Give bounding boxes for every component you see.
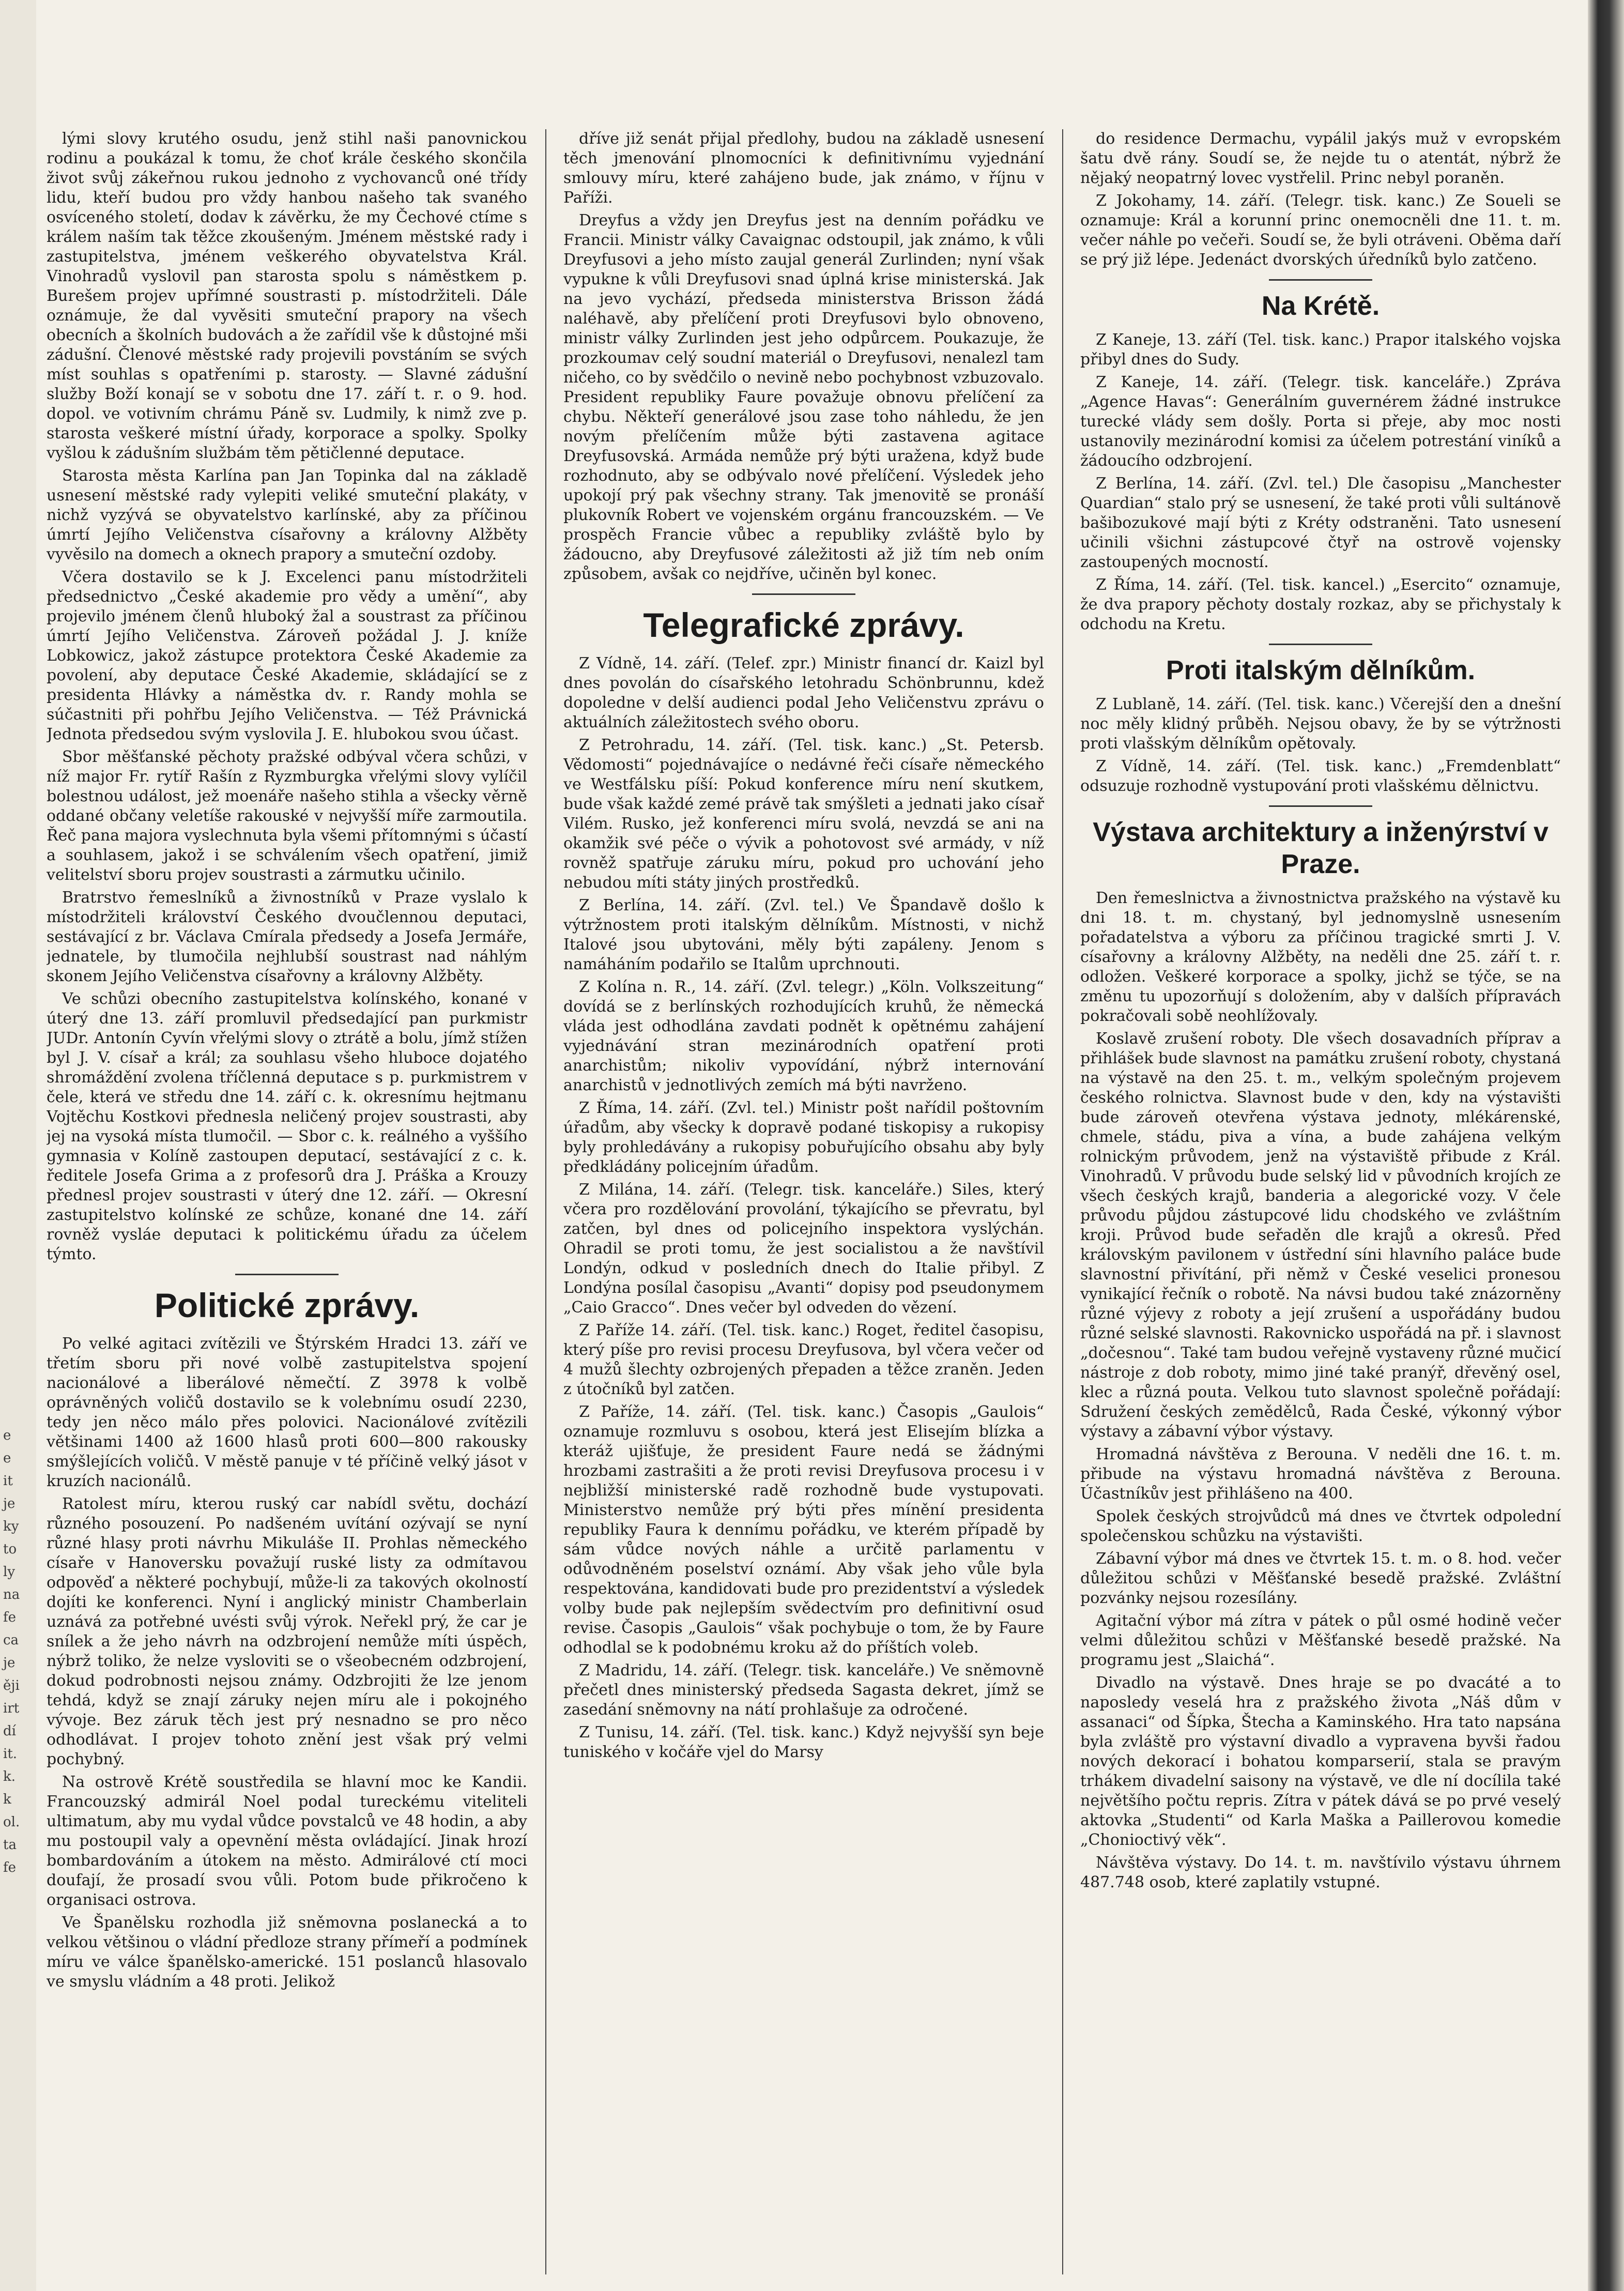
column-right <box>1080 129 1561 2274</box>
article-paragraph: Z Kaneje, 14. září. (Telegr. tisk. kanceláře.) Zpráva „Agence Havas“: Generálním guvernérem žádné instrukce turecké vlády sem došly. Porta si přeje, aby moc nosti ustanovily mezinárodní komisi za účelem potrestání viníků a žádoucího odzbrojení. <box>1080 373 1561 470</box>
article-paragraph: Dreyfus a vždy jen Dreyfus jest na denním pořádku ve Francii. Ministr války Cavaignac odstoupil, jak známo, k vůli Dreyfusovi a jeho místo zaujal generál Zurlinden; nyní však vypukne k vůli Dreyfusovi snad úplná krise ministerská. Jak na jevo vychází, předseda ministerstva Brisson žádá naléhavě, aby přelíčení proti Dreyfusovi bylo obnoveno, ministr války Zurlinden jest jeho odpůrcem. Poukazuje, že prozkoumav celý soudní materiál o Dreyfusovi, nenalezl tam ničeho, co by svědčilo o nevině nebo pochybnost vzbuzovalo. President republiky Faure považuje obnovu přelíčení za chybu. Někteří generálové jsou zase toho náhledu, že jen novým přelíčením může býti zastavena agitace Dreyfusovská. Armáda nemůže prý býti uražena, když bude rozhodnuto, aby se odbývalo nové přelíčení. Výsledek jeho upokojí prý pak všechny strany. Tak jmenovitě se pronáší plukovník Robert ve vojenském orgánu francouzském. — Ve prospěch Francie vůbec a republiky zvláště bylo by žádoucno, aby Dreyfusové záležitosti až již tím neb oním způsobem, avšak co nejdříve, učiněn byl konec. <box>563 211 1044 583</box>
section-heading-telegraph-news: Telegrafické zprávy. <box>643 606 964 644</box>
column-rule <box>1062 129 1063 2274</box>
column-rule <box>545 129 546 2274</box>
article-paragraph: Z Petrohradu, 14. září. (Tel. tisk. kanc.) „St. Petersb. Vědomosti“ pojednávajíce o nedávné řeči císaře německého ve Westfálsku píší: Pokud konference míru není skutkem, bude však každé zemé právě tak smýšleti a jednati jako císař Vilém. Rusko, jež konferenci míru svolá, nevzdá se ani na okamžik své péče o vývik a pohotovost své armády, v níž rovněž spatřuje záruku míru, pokud pro uchování jeho nebudou míti státy jiných prostředků. <box>563 736 1044 892</box>
article-paragraph: Z Berlína, 14. září. (Zvl. tel.) Ve Špandavě došlo k výtržnostem proti italským dělníkům. Místnosti, v nichž Italové jsou ubytováni, měly býti zapáleny. Jenom s namáháním podařilo se Italům uprchnouti. <box>563 896 1044 973</box>
gutter-fragment: k. <box>3 1769 16 1784</box>
article-paragraph: Z Paříže, 14. září. (Tel. tisk. kanc.) Časopis „Gaulois“ oznamuje rozmluvu s osobou, která jest Elisejím blízka a kteráž ujišťuje, že president Faure nedá se žádnými hrozbami zastrašiti a že proti revisi Dreyfusova procesu i v nejbližší ministerské radě rozhodně bude vystupovati. Ministerstvo nemůže prý býti přes mínění presidenta republiky Faura k dennímu pořádku, ve kterém případě by sám vůdce nových náhle a určitě parlamentu v odůvodněném poselství oznámí. Aby však jeho vůle byla respektována, kandidovati bude pro prezidentství a výsledek volby bude pak nejlepším svědectvím pro definitivní osud revise. Časopis „Gaulois“ však pochybuje o tom, že by Faure odhodlal se k podobnému kroku až do příštích voleb. <box>563 1403 1044 1657</box>
binding-shadow <box>1588 0 1624 2291</box>
gutter-fragment: ěji <box>3 1678 20 1693</box>
section-divider <box>1269 644 1372 645</box>
article-paragraph: Z Kolína n. R., 14. září. (Zvl. telegr.) „Köln. Volkszeitung“ dovídá se z berlínských rozhodujících kruhů, že německá vláda jest odhodlána zavdati podnět k opětnému zahájení vyjednávání stran mezinárodních opatření proti anarchistům; nikoliv vypovídání, nýbrž internování anarchistů v jednotlivých zemích má býti navrženo. <box>563 978 1044 1094</box>
article-paragraph: Z Vídně, 14. září. (Tel. tisk. kanc.) „Fremdenblatt“ odsuzuje rozhodně vystupování proti vlašskému dělnictvu. <box>1080 757 1561 795</box>
gutter-fragment: ca <box>3 1632 19 1648</box>
article-paragraph: Z Milána, 14. září. (Telegr. tisk. kanceláře.) Siles, který včera pro rozdělování provolání, týkajícího se převratu, byl zatčen, byl dnes od policejního inspektora vyslýchán. Ohradil se proti tomu, že jest socialistou a že navštívil Londýn, odkud v posledních dnech do Italie přibyl. Z Londýna posílal časopisu „Avanti“ dopisy pod pseudonymem „Caio Gracco“. Dnes večer byl odveden do vězení. <box>563 1181 1044 1317</box>
article-paragraph: Zábavní výbor má dnes ve čtvrtek 15. t. m. o 8. hod. večer důležitou schůzi v Měšťanské besedě pražské. Zvláštní pozvánky nejsou rozesílány. <box>1080 1550 1561 1607</box>
section-divider <box>752 593 855 595</box>
gutter-fragment: fe <box>3 1610 17 1625</box>
article-paragraph: Z Madridu, 14. září. (Telegr. tisk. kanceláře.) Ve sněmovně přečetl dnes ministerský předseda Sagasta dekret, jímž se zasedání sněmovny na nátí prohlašuje za odročené. <box>563 1661 1044 1719</box>
article-paragraph: Z Paříže 14. září. (Tel. tisk. kanc.) Roget, ředitel časopisu, který píše pro revisi procesu Dreyfusova, byl včera večer od 4 mužů šlechty ozbrojených přepaden a těžce zraněn. Jeden z útočníků byl zatčen. <box>563 1321 1044 1398</box>
article-paragraph: Z Jokohamy, 14. září. (Telegr. tisk. kanc.) Ze Soueli se oznamuje: Král a korunní princ onemocněli dne 11. t. m. večer náhle po večeři. Soudí se, že byli otráveni. Oběma daří se prý již lépe. Jedenáct dvorských úředníků bylo zatčeno. <box>1080 192 1561 269</box>
gutter-fragment: to <box>3 1541 17 1557</box>
article-paragraph: Ve schůzi obecního zastupitelstva kolínského, konané v úterý dne 13. září promluvil předsedající pan purkmistr JUDr. Antonín Cyvín vřelými slovy o ztrátě a bolu, jímž stížen byl J. V. císař a král; za souhlasu všeho hluboce dojatého shromáždění zvolena tříčlenná deputace s p. purkmistrem v čele, která ve středu dne 14. září c. k. okresnímu hejtmanu Vojtěchu Kostkovi přednesla neličený projev soustrasti, aby jej na vysoká místa tlumočil. — Sbor c. k. reálného a vyššího gymnasia v Kolíně zastoupen deputací, sestávající z c. k. ředitele Josefa Grima a z profesorů dra J. Práška a Krouzy přednesl projev soustrasti v úterý dne 12. září. — Okresní zastupitelstvo kolínské ze schůze, konané dne 14. září rovněž vysláe deputaci k politickému úřadu za účelem týmto. <box>47 990 527 1263</box>
column-left <box>47 129 527 2274</box>
article-paragraph: Hromadná návštěva z Berouna. V neděli dne 16. t. m. přibude na výstavu hromadná návštěva z Berouna. Účastníkův jest přihlášeno na 400. <box>1080 1445 1561 1503</box>
gutter-fragment: dí <box>3 1723 16 1739</box>
gutter-fragment: fe <box>3 1860 17 1875</box>
article-paragraph: Z Vídně, 14. září. (Telef. zpr.) Ministr financí dr. Kaizl byl dnes povolán do císařského letohradu Schönbrunnu, kdež dopoledne v delší audienci podal Jeho Veličenstvu zprávu o aktuálních záležitostech svého oboru. <box>563 654 1044 731</box>
gutter-fragment: na <box>3 1587 20 1602</box>
article-paragraph: dříve již senát přijal předlohy, budou na základě usnesení těch jmenování plnomocníci k definitivnímu vyjednání smlouvy míru, které zahájeno bude, jak známo, v říjnu v Paříži. <box>563 130 1044 207</box>
gutter-fragment: ly <box>3 1564 16 1580</box>
gutter-fragment: irt <box>3 1701 20 1716</box>
article-paragraph: Agitační výbor má zítra v pátek o půl osmé hodině večer velmi důležitou schůzi v Měšťanské besedě pražské. Na programu jest „Slaichá“. <box>1080 1612 1561 1669</box>
article-paragraph: Na ostrově Krétě soustředila se hlavní moc ke Kandii. Francouzský admirál Noel podal tureckému viteliteli ultimatum, aby mu vydal vůdce povstalců ve 48 hodin, a aby mu postoupil valy a opevnění města ovládající. Jinak hrozí bombardováním a útokem na město. Admirálové ctí moci doufají, že prosadí svou vůli. Potom bude přikročeno k organisaci ostrova. <box>47 1773 527 1909</box>
article-paragraph: Z Tunisu, 14. září. (Tel. tisk. kanc.) Když nejvyšší syn beje tuniského v kočáře vjel do Marsy <box>563 1723 1044 1761</box>
section-heading-italian-workers: Proti italským dělníkům. <box>1166 655 1476 685</box>
article-paragraph: Spolek českých strojvůdců má dnes ve čtvrtek odpolední společenskou schůzku na výstavišti. <box>1080 1507 1561 1545</box>
gutter-fragment: it. <box>3 1746 18 1762</box>
section-heading-crete: Na Krétě. <box>1261 291 1380 321</box>
article-paragraph: Ve Španělsku rozhodla již sněmovna poslanecká a to velkou většinou o vládní předloze strany přímeří a podmínek míru ve válce španělsko-americké. 151 poslanců hlasovalo ve smyslu vládním a 48 proti. Jelikož <box>47 1914 527 1991</box>
article-paragraph: Divadlo na výstavě. Dnes hraje se po dvacáté a to naposledy veselá hra z pražského života „Náš dům v assanaci“ od Šípka, Štecha a Kaminského. Hra tato napsána byla zvláště pro výstavní divadlo a vypravena byvši řadou nových dekorací i bohatou komparserií, stala se pravým trhákem divadelní saisony na výstavě, ve dle ní docílila také největšího počtu repris. Zítra v pátek dává se po prvé veselý aktovka „Studenti“ od Karla Maška a Paillerovou komedie „Chonioctivý věk“. <box>1080 1674 1561 1849</box>
article-paragraph: Z Kaneje, 13. září (Tel. tisk. kanc.) Prapor italského vojska přibyl dnes do Sudy. <box>1080 331 1561 369</box>
article-paragraph: Z Říma, 14. září. (Zvl. tel.) Ministr pošt nařídil poštovním úřadům, aby všecky k dopravě podané tiskopisy a rukopisy byly prohledávány a rukopisy pobuřujícího obsahu aby byly předkládány policejním úřadům. <box>563 1099 1044 1176</box>
gutter-fragment: k <box>3 1792 11 1807</box>
page-edge-left <box>0 0 36 2291</box>
article-paragraph: Návštěva výstavy. Do 14. t. m. navštívilo výstavu úhrnem 487.748 osob, které zaplatily vstupné. <box>1080 1854 1561 1891</box>
gutter-fragment: e <box>3 1428 11 1443</box>
article-paragraph: Koslavě zrušení roboty. Dle všech dosavadních příprav a přihlášek bude slavnost na památku zrušení roboty, chystaná na výstavě na den 25. t. m., velkým společným projevem českého rolnictva. Slavnost bude v den, kdy na výstavišti bude zároveň otevřena výstava jednoty, mlékárenské, chmele, stádu, piva a vína, a bude zahájena velkým rolnickým průvodem, jenž na výstaviště přibude z Král. Vinohradů. V průvodu bude selský lid v původních krojích ze všech českých krajů, banderia a alegorické vozy. V čele průvodu půjdou zástupcové lidu chodského ve zvláštním kroji. Průvod bude seřaděn dle krajů a okresů. Před královským pavilonem v ústřední síni hlavního paláce bude slavnostní přivítání, při němž v České veselici pronesou vynikající řečník o robotě. Na návsi budou také znázorněny různé výjevy z roboty a její zrušení a uspořádány budou různé selské slavnosti. Rakovnicko uspořádá na př. i slavnost „dočesnou“. Také tam budou veřejně vystaveny různé mučicí nástroje z dob roboty, mimo jiné také pranýř, dřevěný osel, klec a různá pouta. Velkou tuto slavnost společně pořádají: Sdružení českých zemědělců, Rada České, výkonný výbor výstavy a zábavní výbor výstavy. <box>1080 1030 1561 1441</box>
gutter-fragment: e <box>3 1450 11 1466</box>
gutter-fragment: ol. <box>3 1814 20 1830</box>
article-paragraph: Po velké agitaci zvítězili ve Štýrském Hradci 13. září ve třetím sboru při nové volbě zastupitelstva spojení nacionálové a liberálové němečtí. Z 3978 k volbě oprávněných voličů dostavilo se k volebnímu osudí 2230, tedy jen něco málo přes polovici. Nacionálové zvítězili většinami 1400 až 1600 hlasů proti 600—800 rakousky smýšlejících voličů. V městě panuje v té příčině velký jásot v kruzích nacionálů. <box>47 1335 527 1490</box>
article-paragraph: Z Lublaně, 14. září. (Tel. tisk. kanc.) Včerejší den a dnešní noc měly klidný průběh. Nejsou obavy, že by se výtržnosti proti vlašským dělníkům opětovaly. <box>1080 695 1561 753</box>
section-heading-political-news: Politické zprávy. <box>154 1286 420 1324</box>
article-paragraph: Sbor měšťanské pěchoty pražské odbýval včera schůzi, v níž major Fr. rytíř Rašín z Ryzmburgka vřelými slovy vylíčil bolestnou událost, jež moenáře našeho stihla a všecky věrně oddané občany veletíše rakouské v nejvyšší míře zarmoutila. Řeč pana majora vyslechnuta byla všemi přítomnými s účastí a souhlasem, jakož i se schválením všech opatření, jimiž velitelství sboru projev soustrasti a zármutku učinilo. <box>47 748 527 884</box>
gutter-fragment: ky <box>3 1519 19 1534</box>
newspaper-page <box>47 129 1576 2274</box>
article-paragraph: Bratrstvo řemeslníků a živnostníků v Praze vyslalo k místodržiteli království Českého dvoučlennou deputaci, sestávající z br. Václava Cmírala předsedy a Josefa Jermáře, jednatele, by tlumočila nejhlubší soustrast nad náhlým skonem Jejího Veličenstva císařovny a královny Alžběty. <box>47 889 527 985</box>
section-divider <box>1269 805 1372 807</box>
article-paragraph: Den řemeslnictva a živnostnictva pražského na výstavě ku dni 18. t. m. chystaný, byl jednomyslně usnesením pořadatelstva a výboru za příčinou tragické smrti J. V. císařovny a královny Alžběty, na neděli dne 25. září t. r. odložen. Veškeré korporace a spolky, jichž se týče, se na změnu tu upozorňují s doložením, aby v dalších přípravách pokračovali sobě neohlížovaly. <box>1080 889 1561 1025</box>
article-paragraph: Z Říma, 14. září. (Tel. tisk. kancel.) „Esercito“ oznamuje, že dva prapory pěchoty dostaly rozkaz, aby se přichystaly k odchodu na Kretu. <box>1080 576 1561 633</box>
gutter-fragment: je <box>3 1496 16 1511</box>
article-paragraph: Starosta města Karlína pan Jan Topinka dal na základě usnesení městské rady vylepiti veliké smuteční plakáty, v nichž vyzývá se obyvatelstvo karlínské, aby za příčinou úmrtí Jejího Veličenstva císařovny a královny Alžběty vyvěsilo na domech a oknech prapory a smuteční ozdoby. <box>47 467 527 563</box>
gutter-fragment: it <box>3 1473 13 1489</box>
article-paragraph: Včera dostavilo se k J. Excelenci panu místodržiteli předsednictvo „České akademie pro vědy a umění“, aby projevilo jménem členů hluboký žal a soustrast za příčinou úmrtí Jejího Veličenstva. Zároveň požádal J. J. kníže Lobkowicz, jakož zástupce protektora České Akademie za povolení, aby deputace České Akademie, skládající se z presidenta Hlávky a náměstka dv. r. Randy mohla se súčastniti při pohřbu Jejího Veličenstva. — Též Právnická Jednota předsedou svým vyslovila J. E. hlubokou svou účast. <box>47 568 527 743</box>
gutter-fragment: je <box>3 1655 16 1671</box>
section-heading-exhibition: Výstava architektury a inženýrství v Praze. <box>1093 817 1549 879</box>
gutter-fragment: ta <box>3 1837 17 1853</box>
article-paragraph: Ratolest míru, kterou ruský car nabídl světu, dochází různého posouzení. Po nadšeném uvítání ozývají se nyní různé hlasy proti návrhu Mikuláše II. Prohlas německého císaře v Hanoversku považují ruské listy za odmítavou odpověď a některé pochybují, může-li za takových okolností dojíti ke konferenci. Nyní i anglický ministr Chamberlain uznává za potřebné uvésti svůj výrok. Neřekl prý, že car je snílek a že jeho návrh na odzbrojení nemůže míti úspěch, nýbrž toliko, že nelze vysloviti se o všeobecném odzbrojení, dokud podrobnosti nejsou známy. Odzbrojiti že lze jenom tehdá, když se znají záruky nejen míru ale i pokojného vývoje. Bez záruk těch jest prý nesnadno se pro něco odhodlávat. I projev tohoto znění jest však prý velmi pochybný. <box>47 1495 527 1768</box>
section-divider <box>235 1274 339 1275</box>
column-middle <box>563 129 1044 2274</box>
article-paragraph: lými slovy krutého osudu, jenž stihl naši panovnickou rodinu a poukázal k tomu, že choť krále českého skončila život svůj zákeřnou rukou jednoho z vychovanců oné třídy lidu, kteří budou pro vždy hanbou našeho tak svaného osvíceného století, dodav k závěrku, že my Čechové ctíme s králem naším tak těžce zkoušeným. Jménem městské rady i zastupitelstva, jménem veškerého obyvatelstva Král. Vinohradů vyslovil pan starosta spolu s náměstkem p. Burešem projev upřímné soustrasti p. místodržiteli. Dále oznámuje, že dal vyvěsiti smuteční prapory na všech obecních a školních budovách a že zařídil vše k důstojné mši zádušní. Členové městské rady projevili povstáním se svých míst souhlas s opatřeními p. starosty. — Slavné zádušní služby Boží konají se v sobotu dne 17. září t. r. o 9. hod. dopol. ve votivním chrámu Páně sv. Ludmily, k nimž zve p. starosta veškeré místní úřady, korporace a spolky. Spolky vyšlou k zádušním službám těm pětičlenné deputace. <box>47 130 527 462</box>
article-paragraph: Z Berlína, 14. září. (Zvl. tel.) Dle časopisu „Manchester Quardian“ stalo prý se usnesení, že také proti vůli sultánově bašibozukové mají býti z Kréty odstraněni. Tato usnesení učinili všichni zástupcové čtyř na ostrově vojensky zastoupených mocností. <box>1080 475 1561 571</box>
article-paragraph: do residence Dermachu, vypálil jakýs muž v evropském šatu dvě rány. Soudí se, že nejde tu o atentát, nýbrž že nějaký neopatrný lovec vystřelil. Princ nebyl poraněn. <box>1080 130 1561 187</box>
section-divider <box>1269 279 1372 281</box>
